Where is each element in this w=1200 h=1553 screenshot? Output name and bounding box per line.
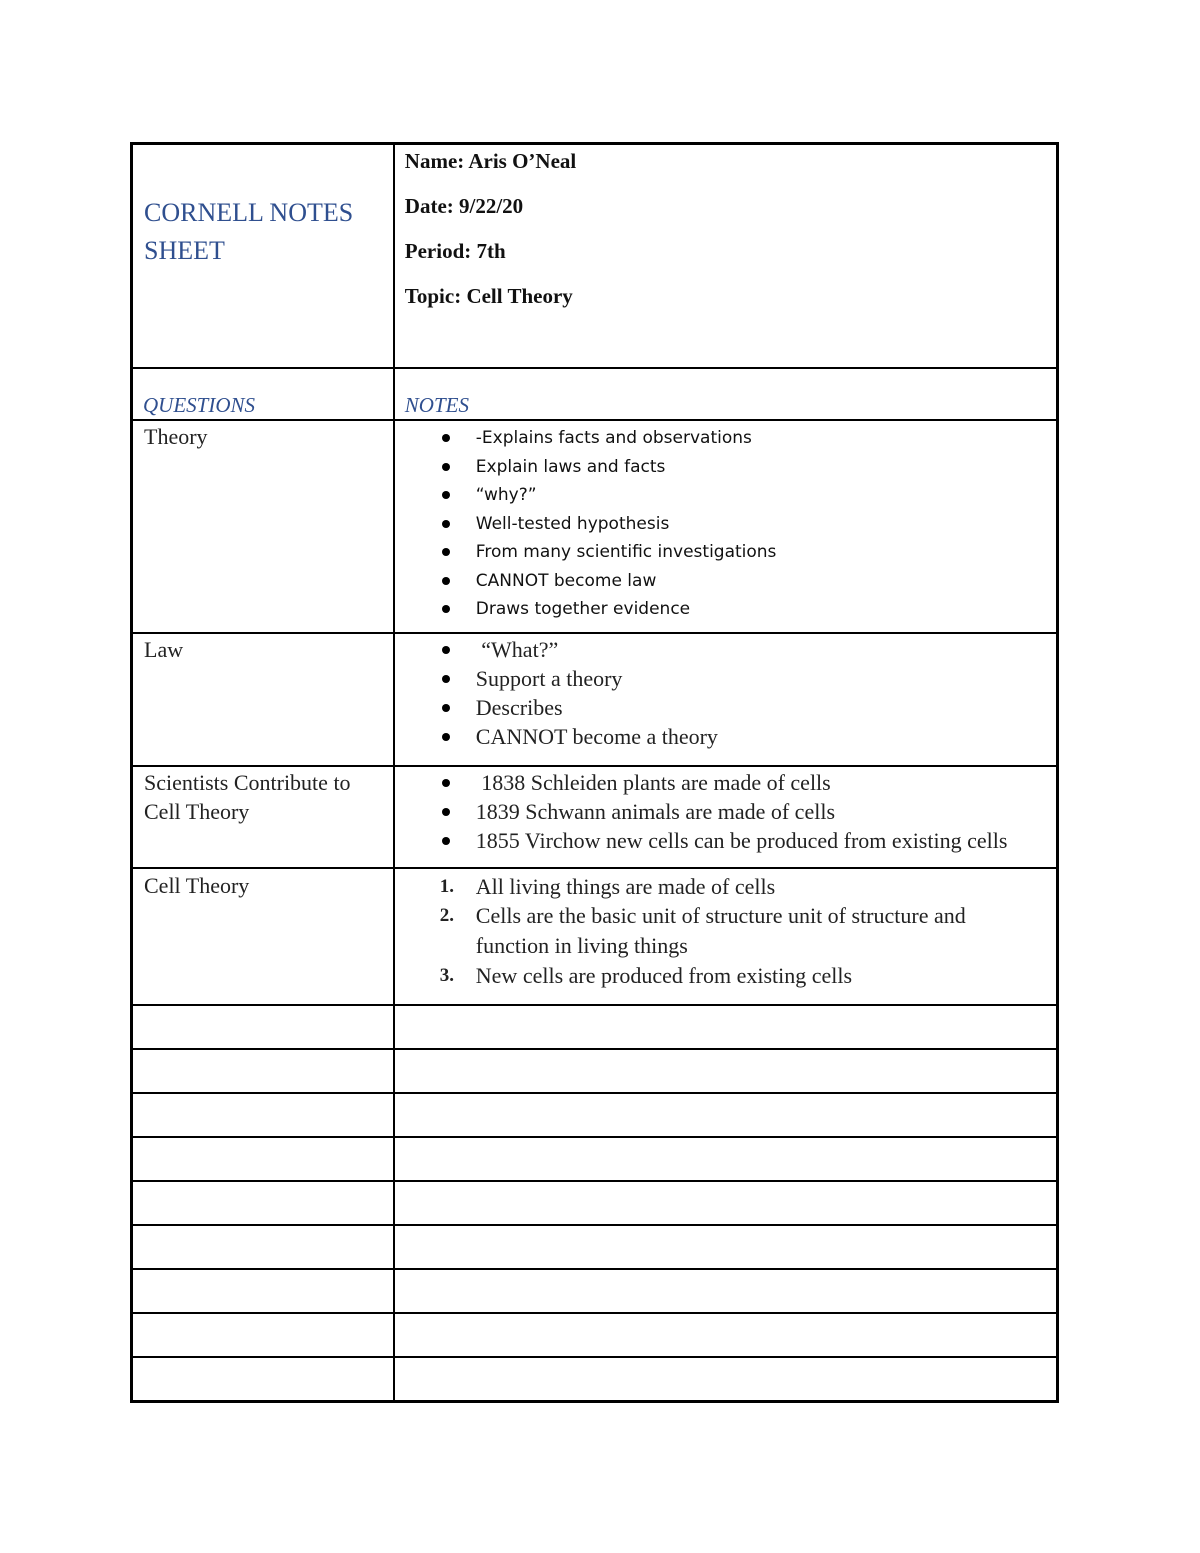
table-row [132,868,1058,1005]
empty-notes-cell[interactable] [394,1005,1058,1049]
period-field: Period: 7th [404,239,506,263]
list-item-text: Cells are the basic unit of structure unit of structure and function in living things [475,903,966,958]
item-number: 2. [439,905,455,926]
empty-notes-cell[interactable] [394,1269,1058,1313]
section-heading-row [132,368,1058,420]
empty-row [132,1137,1058,1181]
empty-row [132,1313,1058,1357]
list-item: From many scientific investigations [395,538,1056,567]
empty-notes-cell[interactable] [394,1313,1058,1357]
list-item: 1855 Virchow new cells can be produced from existing cells [395,826,1056,855]
list-item: “What?” [395,635,1056,664]
questions-heading: QUESTIONS [143,393,256,417]
notes-list [395,768,1056,855]
list-item-text: All living things are made of cells [475,874,776,899]
date-field: Date: 9/22/20 [404,194,524,218]
list-item: Well-tested hypothesis [395,510,1056,539]
list-item: Draws together evidence [395,595,1056,624]
table-row [132,633,1058,766]
list-item [395,872,1056,901]
header-row [132,144,1058,369]
empty-row [132,1181,1058,1225]
notes-list [395,635,1056,751]
empty-row [132,1093,1058,1137]
empty-row [132,1049,1058,1093]
empty-question-cell[interactable] [132,1225,394,1269]
list-item-text: New cells are produced from existing cells [475,963,853,988]
empty-question-cell[interactable] [132,1093,394,1137]
sheet-title-line1: CORNELL NOTES [144,198,354,227]
notes-heading: NOTES [404,393,469,417]
question-cell: Scientists Contribute to Cell Theory [144,770,351,824]
empty-row [132,1005,1058,1049]
list-item: “why?” [395,481,1056,510]
list-item: Support a theory [395,664,1056,693]
question-cell: Law [144,637,184,662]
table-row [132,766,1058,868]
empty-row [132,1225,1058,1269]
empty-notes-cell[interactable] [394,1049,1058,1093]
question-cell: Cell Theory [144,873,250,898]
empty-question-cell[interactable] [132,1049,394,1093]
item-number: 1. [439,876,455,897]
info-cell [394,144,1058,369]
title-cell [132,144,394,369]
list-item: CANNOT become law [395,567,1056,596]
list-item: -Explains facts and observations [395,424,1056,453]
question-cell: Theory [144,424,208,449]
list-item: Describes [395,693,1056,722]
notes-list [395,424,1056,624]
empty-question-cell[interactable] [132,1181,394,1225]
notes-list [395,872,1056,990]
empty-question-cell[interactable] [132,1269,394,1313]
table-row [132,420,1058,633]
empty-notes-cell[interactable] [394,1357,1058,1402]
list-item: 1838 Schleiden plants are made of cells [395,768,1056,797]
empty-notes-cell[interactable] [394,1093,1058,1137]
topic-field: Topic: Cell Theory [404,284,573,308]
empty-row [132,1357,1058,1402]
list-item: 1839 Schwann animals are made of cells [395,797,1056,826]
name-field: Name: Aris O’Neal [404,149,577,173]
empty-notes-cell[interactable] [394,1181,1058,1225]
list-item: CANNOT become a theory [395,722,1056,751]
list-item [395,901,1056,961]
empty-question-cell[interactable] [132,1137,394,1181]
empty-notes-cell[interactable] [394,1137,1058,1181]
cornell-notes-table [130,142,1059,1403]
empty-question-cell[interactable] [132,1005,394,1049]
item-number: 3. [439,965,455,986]
empty-row [132,1269,1058,1313]
empty-question-cell[interactable] [132,1313,394,1357]
empty-question-cell[interactable] [132,1357,394,1402]
list-item: Explain laws and facts [395,453,1056,482]
list-item [395,961,1056,990]
sheet-title [144,194,393,270]
sheet-title-line2: SHEET [144,236,225,265]
empty-notes-cell[interactable] [394,1225,1058,1269]
